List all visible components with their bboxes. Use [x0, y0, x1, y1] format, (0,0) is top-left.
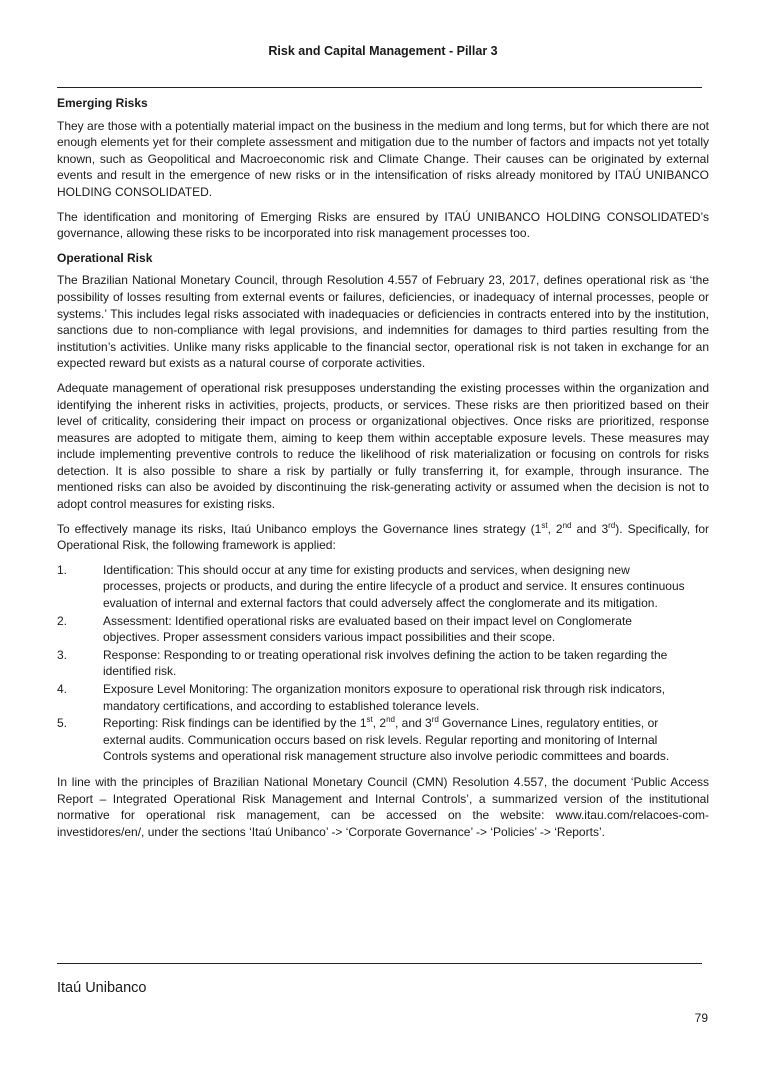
list-item-number: 1. [57, 562, 68, 577]
li5-text-1: Reporting: Risk findings can be identified by the 1 [103, 716, 367, 731]
operational-risk-paragraph-3 [57, 521, 709, 554]
list-item [57, 715, 709, 765]
list-item-text: Assessment: Identified operational risks are evaluated based on their impact level on Conglomerate objectives. Proper assessment considers various impact possibilities and their scope. [103, 613, 632, 645]
emerging-risks-paragraph-2: The identification and monitoring of Emerging Risks are ensured by ITAÚ UNIBANCO HOLDING CONSOLIDATED’s governance, allowing these risks to be incorporated into risk management processes too. [57, 209, 709, 241]
emerging-risks-paragraph-1: They are those with a potentially material impact on the business in the medium and long terms, but for which there are not enough elements yet for their complete assessment and mitigation due to the number of factors and impacts not yet totally known, such as Geopolitical and Macroeconomic risk and Climate Change. Their causes can be originated by external events and result in the emergence of new risks or in the intensification of risks already monitored by ITAÚ UNIBANCO HOLDING CONSOLIDATED. [57, 118, 709, 199]
operational-risk-paragraph-2: Adequate management of operational risk presupposes understanding the existing processes within the organization and identifying the inherent risks in activities, projects, products, or services. These risks are then prioritized based on their level of criticality, considering their impact on process or organizational objectives. Once risks are prioritized, response measures are adopted to mitigate them, aiming to keep them within acceptable exposure levels. These measures may include implementing preventive controls to reduce the likelihood of risk materialization or focusing on controls for risks detection. It is also possible to share a risk by partially or fully transferring it, for example, through insurance. The mentioned risks can also be avoided by discontinuing the risk-generating activity or assumed when the decision is not to adopt control measures for existing risks. [57, 380, 709, 512]
list-item [57, 562, 709, 612]
p3-text-2: , 2 [547, 521, 563, 536]
list-item-text: Exposure Level Monitoring: The organization monitors exposure to operational risk through risk indicators, mandatory certifications, and according to established tolerance levels. [103, 682, 666, 713]
list-item-number: 3. [57, 647, 68, 662]
list-item-number: 4. [57, 682, 68, 696]
li5-sup-1: st [366, 715, 373, 725]
p3-text-1: To effectively manage its risks, Itaú Unibanco employs the Governance lines strategy (1 [57, 521, 542, 536]
emerging-risks-heading: Emerging Risks [57, 96, 148, 110]
page-content [57, 95, 709, 848]
list-item-number: 2. [57, 613, 68, 628]
list-item-text: Response: Responding to or treating operational risk involves defining the action to be taken regarding the identified risk. [103, 647, 668, 679]
p3-text-3: and 3 [571, 521, 609, 536]
p3-text-4: ). Specifically, for Operational Risk, the following framework is applied: [57, 521, 710, 553]
list-item [57, 613, 709, 646]
footer-brand: Itaú Unibanco [57, 980, 147, 996]
list-item-text: Identification: This should occur at any time for existing products and services, when designing new processes, projects or products, and during the entire lifecycle of a product and service. It ensures continuous evaluation of internal and external factors that could adversely affect the conglomerate and its mitigation. [103, 562, 685, 611]
page-header-title: Risk and Capital Management - Pillar 3 [268, 44, 498, 58]
li5-text-4: Governance Lines, regulatory entities, or external audits. Communication occurs based on risk levels. Regular reporting and monitoring of Internal Controls systems and operational risk management structure also involve periodic committees and boards. [103, 716, 670, 764]
page-number: 79 [694, 1011, 708, 1025]
li5-sup-3: rd [431, 715, 439, 725]
li5-text-2: , 2 [372, 716, 387, 731]
li5-text-3: , and 3 [394, 716, 432, 731]
li5-sup-2: nd [386, 715, 395, 725]
p3-sup-1: st [541, 520, 548, 530]
list-item-number: 5. [57, 716, 68, 731]
p3-sup-3: rd [608, 520, 616, 530]
framework-list [57, 562, 709, 765]
list-item [57, 681, 709, 714]
operational-risk-paragraph-1: The Brazilian National Monetary Council, through Resolution 4.557 of February 23, 2017, defines operational risk as ‘the possibility of losses resulting from external events or failures, deficiencies, or inadequacy of internal processes, people or systems.’ This includes legal risks associated with inadequacies or deficiencies in contracts entered into by the institution, sanctions due to non-compliance with legal provisions, and indemnities for damages to third parties resulting from the institution’s activities. Unlike many risks applicable to the financial sector, operational risk is not taken in exchange for an expected reward but exists as a natural course of corporate activities. [57, 273, 709, 371]
list-item-text [103, 716, 669, 763]
p3-sup-2: nd [562, 520, 572, 530]
header-divider [57, 87, 702, 88]
footer-divider [57, 963, 702, 964]
operational-risk-paragraph-4: In line with the principles of Brazilian National Monetary Council (CMN) Resolution 4.557, the document ‘Public Access Report – Integrated Operational Risk Management and Internal Controls’, a summarized version of the institutional normative for operational risk management, can be accessed on the website: www.itau.com/relacoes-com-investidores/en/, under the sections ‘Itaú Unibanco’ -> ‘Corporate Governance’ -> ‘Policies’ -> ‘Reports’. [57, 774, 709, 839]
operational-risk-heading: Operational Risk [57, 250, 153, 265]
list-item [57, 647, 709, 680]
